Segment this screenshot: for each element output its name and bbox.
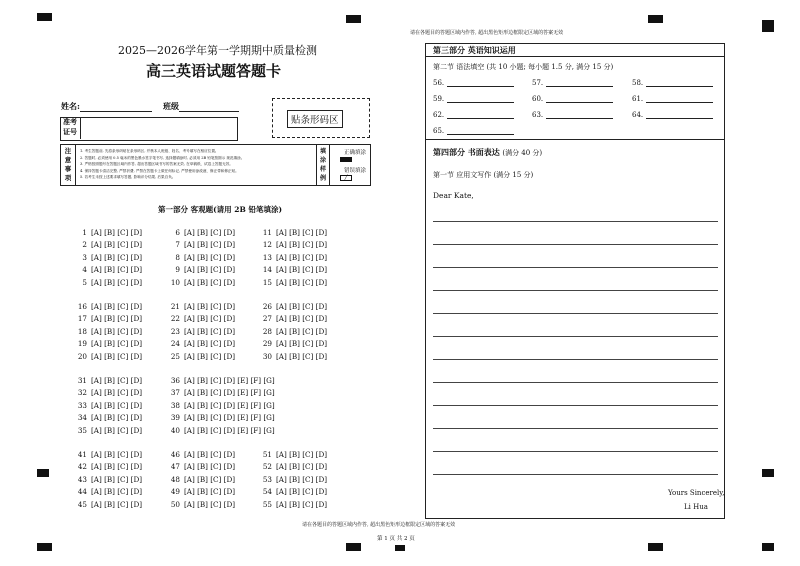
answer-options[interactable]: [A] [B] [C] [D]: [276, 474, 328, 484]
answer-options[interactable]: [A] [B] [C] [D]: [184, 487, 236, 497]
answer-options[interactable]: [A] [B] [C] [D]: [91, 474, 143, 484]
question-row-8[interactable]: [168, 253, 235, 262]
writing-line[interactable]: [433, 428, 718, 429]
question-number: 16: [77, 302, 87, 311]
question-row-45[interactable]: [75, 500, 142, 509]
question-row-44[interactable]: [75, 487, 142, 496]
question-number: 34: [77, 413, 87, 423]
blank-61[interactable]: 61.: [632, 95, 713, 103]
answer-options[interactable]: [A] [B] [C] [D]: [276, 302, 328, 311]
greeting: Dear Kate,: [433, 191, 474, 200]
answer-options[interactable]: [A] [B] [C] [D]: [91, 487, 143, 497]
question-number: 47: [170, 462, 180, 472]
answer-options[interactable]: [A] [B] [C] [D]: [91, 400, 143, 410]
question-number: 43: [77, 474, 87, 484]
answer-options[interactable]: [A] [B] [C] [D]: [276, 252, 328, 262]
question-row-43[interactable]: [75, 475, 142, 484]
barcode-label: 贴条形码区: [287, 110, 343, 128]
question-number: 14: [262, 265, 272, 275]
answer-options[interactable]: [A] [B] [C] [D]: [91, 252, 143, 262]
answer-options[interactable]: [A] [B] [C] [D]: [184, 474, 236, 484]
question-row-52[interactable]: [260, 462, 327, 471]
question-row-40[interactable]: [168, 426, 275, 435]
question-row-7[interactable]: [168, 240, 235, 249]
blank-64[interactable]: 64.: [632, 111, 713, 119]
question-number: 45: [77, 499, 87, 509]
writing-line[interactable]: [433, 313, 718, 314]
question-number: 50: [170, 499, 180, 509]
answer-options[interactable]: [A] [B] [C] [D]: [91, 388, 143, 398]
question-number: 54: [262, 487, 272, 497]
question-row-2[interactable]: [75, 240, 142, 249]
blank-60[interactable]: 60.: [532, 95, 613, 103]
blank-58[interactable]: 58.: [632, 79, 713, 87]
section1-heading: 第一部分 客观题(请用 2B 铅笔填涂): [158, 205, 282, 214]
registration-mark: [648, 15, 663, 23]
question-number: 52: [262, 462, 272, 472]
registration-mark: [762, 469, 774, 477]
answer-options[interactable]: [A] [B] [C] [D]: [184, 252, 236, 262]
question-row-18[interactable]: [75, 327, 142, 336]
signature: Li Hua: [684, 503, 708, 511]
question-number: 17: [77, 314, 87, 324]
answer-options[interactable]: [A] [B] [C] [D]: [276, 499, 328, 509]
answer-options[interactable]: [A] [B] [C] [D]: [184, 302, 236, 311]
correct-fill-label: 正确填涂: [344, 150, 367, 156]
question-row-27[interactable]: [260, 314, 327, 323]
question-number: 44: [77, 487, 87, 497]
registration-mark: [762, 20, 774, 32]
answer-options[interactable]: [A] [B] [C] [D]: [91, 314, 143, 324]
question-number: 49: [170, 487, 180, 497]
question-row-33[interactable]: [75, 401, 142, 410]
wrong-fill-sample: ╱: [340, 175, 352, 181]
answer-options[interactable]: [A] [B] [C] [D]: [184, 462, 236, 472]
question-row-24[interactable]: [168, 339, 235, 348]
answer-options[interactable]: [A] [B] [C] [D] [E] [F] [G]: [184, 400, 275, 410]
question-number: 11: [262, 228, 272, 237]
answer-options[interactable]: [A] [B] [C] [D] [E] [F] [G]: [184, 376, 275, 385]
question-row-35[interactable]: [75, 426, 142, 435]
answer-options[interactable]: [A] [B] [C] [D]: [276, 265, 328, 275]
question-row-50[interactable]: [168, 500, 235, 509]
registration-mark: [346, 543, 361, 551]
question-row-47[interactable]: [168, 462, 235, 471]
question-row-34[interactable]: [75, 413, 142, 422]
question-number: 19: [77, 339, 87, 349]
question-row-4[interactable]: [75, 265, 142, 274]
question-number: 39: [170, 413, 180, 423]
writing-line[interactable]: [433, 221, 718, 222]
question-row-5[interactable]: [75, 278, 142, 287]
answer-options[interactable]: [A] [B] [C] [D]: [184, 277, 236, 287]
registration-mark: [395, 545, 405, 551]
question-row-9[interactable]: [168, 265, 235, 274]
answer-options[interactable]: [A] [B] [C] [D]: [184, 314, 236, 324]
notice-text: 1. 考生答题前, 先将条形码贴在条形码区, 并核本人班级、姓名、考号填写在相应位置。 2. 答题时, 必须使用 0.5 毫米的黑色墨水签字笔书写, 选择题填涂时, 必须用 2B 铅笔按图示 规范填涂。 3. 严格按照题号在答题区域内作答, 超出答题区域书写的答案无效, 在草稿纸、试卷上答题无效。 4. 保持答题卡清洁完整, 严禁折叠, 严禁在答题卡上做任何标记, 严禁使用涂改液、修正带和修正贴。 5. 若考生未按上述要求填写答题, 影响评分结果, 后果自负。: [80, 149, 245, 180]
writing-line[interactable]: [433, 244, 718, 245]
registration-mark: [346, 15, 361, 23]
question-number: 20: [77, 351, 87, 361]
answer-options[interactable]: [A] [B] [C] [D]: [276, 462, 328, 472]
answer-options[interactable]: [A] [B] [C] [D]: [276, 314, 328, 324]
question-row-17[interactable]: [75, 314, 142, 323]
question-number: 12: [262, 240, 272, 250]
question-row-41[interactable]: [75, 450, 142, 459]
answer-options[interactable]: [A] [B] [C] [D]: [276, 339, 328, 349]
question-number: 48: [170, 474, 180, 484]
grammar-section-heading: 第二节 语法填空 (共 10 小题; 每小题 1.5 分, 满分 15 分): [433, 63, 614, 71]
question-number: 30: [262, 351, 272, 361]
question-row-54[interactable]: [260, 487, 327, 496]
question-row-10[interactable]: [168, 278, 235, 287]
question-number: 18: [77, 326, 87, 336]
answer-options[interactable]: [A] [B] [C] [D]: [91, 450, 143, 459]
question-number: 46: [170, 450, 180, 459]
question-row-53[interactable]: [260, 475, 327, 484]
answer-options[interactable]: [A] [B] [C] [D]: [91, 302, 143, 311]
writing-line[interactable]: [433, 336, 718, 337]
correct-fill-sample: [340, 157, 352, 162]
question-number: 37: [170, 388, 180, 398]
writing-section-heading: 第一节 应用文写作 (满分 15 分): [433, 171, 534, 179]
answer-options[interactable]: [A] [B] [C] [D]: [276, 326, 328, 336]
question-number: 55: [262, 499, 272, 509]
exam-title: 2025—2026学年第一学期期中质量检测: [118, 44, 317, 57]
question-row-13[interactable]: [260, 253, 327, 262]
answer-options[interactable]: [A] [B] [C] [D]: [276, 487, 328, 497]
answer-options[interactable]: [A] [B] [C] [D]: [91, 228, 143, 237]
question-number: 22: [170, 314, 180, 324]
registration-mark: [37, 13, 52, 21]
question-row-30[interactable]: [260, 352, 327, 361]
question-row-46[interactable]: [168, 450, 235, 459]
notice-label: 注 意 事 项: [61, 145, 76, 185]
wrong-fill-label: 错误填涂: [344, 168, 367, 174]
answer-options[interactable]: [A] [B] [C] [D]: [91, 376, 143, 385]
question-number: 33: [77, 400, 87, 410]
fill-example-label: 填 涂 样 例: [316, 145, 330, 185]
writing-line[interactable]: [433, 451, 718, 452]
answer-options[interactable]: [A] [B] [C] [D]: [91, 326, 143, 336]
answer-options[interactable]: [A] [B] [C] [D]: [184, 351, 236, 361]
writing-line[interactable]: [433, 474, 718, 475]
answer-options[interactable]: [A] [B] [C] [D]: [91, 462, 143, 472]
question-number: 24: [170, 339, 180, 349]
blank-56[interactable]: 56.: [433, 79, 514, 87]
question-row-19[interactable]: [75, 339, 142, 348]
answer-options[interactable]: [A] [B] [C] [D]: [184, 339, 236, 349]
question-number: 23: [170, 326, 180, 336]
question-number: 13: [262, 252, 272, 262]
notice-box: [60, 144, 371, 186]
answer-sheet-title: 高三英语试题答题卡: [146, 62, 282, 80]
question-row-22[interactable]: [168, 314, 235, 323]
question-row-21[interactable]: [168, 302, 235, 311]
closing: Yours Sincerely,: [668, 489, 725, 497]
question-number: 28: [262, 326, 272, 336]
question-number: 35: [77, 425, 87, 435]
blank-59[interactable]: 59.: [433, 95, 514, 103]
question-row-38[interactable]: [168, 401, 275, 410]
question-row-1[interactable]: [75, 228, 142, 237]
question-row-49[interactable]: [168, 487, 235, 496]
registration-mark: [762, 543, 774, 551]
question-row-36[interactable]: [168, 376, 275, 385]
answer-options[interactable]: [A] [B] [C] [D]: [91, 265, 143, 275]
answer-options[interactable]: [A] [B] [C] [D]: [276, 240, 328, 250]
answer-options[interactable]: [A] [B] [C] [D]: [91, 499, 143, 509]
barcode-area: [272, 98, 370, 138]
question-row-29[interactable]: [260, 339, 327, 348]
answer-options[interactable]: [A] [B] [C] [D]: [184, 450, 236, 459]
answer-options[interactable]: [A] [B] [C] [D]: [276, 277, 328, 287]
question-number: 42: [77, 462, 87, 472]
question-number: 38: [170, 400, 180, 410]
blank-62[interactable]: 62.: [433, 111, 514, 119]
bottom-notice: 请在各题目的答题区域内作答, 超出黑色矩形边框限定区域的答案无效: [302, 522, 456, 528]
question-row-26[interactable]: [260, 302, 327, 311]
question-number: 29: [262, 339, 272, 349]
top-notice: 请在各题目的答题区域内作答, 超出黑色矩形边框限定区域的答案无效: [410, 30, 564, 36]
question-row-37[interactable]: [168, 388, 275, 397]
answer-options[interactable]: [A] [B] [C] [D]: [276, 228, 328, 237]
blank-65[interactable]: 65.: [433, 127, 514, 135]
name-label: 姓名:: [61, 101, 152, 112]
question-row-6[interactable]: [168, 228, 235, 237]
question-row-31[interactable]: [75, 376, 142, 385]
question-number: 32: [77, 388, 87, 398]
answer-options[interactable]: [A] [B] [C] [D]: [184, 499, 236, 509]
question-row-55[interactable]: [260, 500, 327, 509]
answer-options[interactable]: [A] [B] [C] [D]: [91, 240, 143, 250]
answer-options[interactable]: [A] [B] [C] [D]: [91, 413, 143, 423]
question-row-32[interactable]: [75, 388, 142, 397]
part3-divider: [425, 139, 724, 140]
question-row-15[interactable]: [260, 278, 327, 287]
question-row-39[interactable]: [168, 413, 275, 422]
question-number: 27: [262, 314, 272, 324]
blank-63[interactable]: 63.: [532, 111, 613, 119]
page-footer: 第 1 页 共 2 页: [377, 536, 415, 542]
registration-mark: [37, 469, 49, 477]
question-number: 21: [170, 302, 180, 311]
answer-options[interactable]: [A] [B] [C] [D]: [91, 277, 143, 287]
answer-options[interactable]: [A] [B] [C] [D]: [91, 425, 143, 435]
question-number: 5: [82, 277, 87, 287]
registration-mark: [37, 543, 52, 551]
part3-underline: [425, 56, 724, 57]
question-row-42[interactable]: [75, 462, 142, 471]
part3-heading: 第三部分 英语知识运用: [433, 45, 516, 55]
blank-57[interactable]: 57.: [532, 79, 613, 87]
question-number: 40: [170, 425, 180, 435]
question-number: 2: [82, 240, 87, 250]
question-number: 7: [175, 240, 180, 250]
question-row-3[interactable]: [75, 253, 142, 262]
question-number: 10: [170, 277, 180, 287]
question-number: 26: [262, 302, 272, 311]
question-number: 8: [175, 252, 180, 262]
answer-options[interactable]: [A] [B] [C] [D]: [184, 240, 236, 250]
question-number: 4: [82, 265, 87, 275]
writing-line[interactable]: [433, 382, 718, 383]
question-row-28[interactable]: [260, 327, 327, 336]
question-row-16[interactable]: [75, 302, 142, 311]
question-number: 1: [82, 228, 87, 237]
answer-options[interactable]: [A] [B] [C] [D]: [276, 351, 328, 361]
question-number: 6: [175, 228, 180, 237]
answer-options[interactable]: [A] [B] [C] [D]: [184, 326, 236, 336]
answer-options[interactable]: [A] [B] [C] [D]: [91, 351, 143, 361]
question-row-11[interactable]: [260, 228, 327, 237]
question-row-51[interactable]: [260, 450, 327, 459]
question-number: 51: [262, 450, 272, 459]
writing-line[interactable]: [433, 290, 718, 291]
answer-options[interactable]: [A] [B] [C] [D]: [91, 339, 143, 349]
writing-line[interactable]: [433, 405, 718, 406]
answer-options[interactable]: [A] [B] [C] [D]: [276, 450, 328, 459]
writing-line[interactable]: [433, 267, 718, 268]
question-number: 25: [170, 351, 180, 361]
question-number: 3: [82, 252, 87, 262]
question-number: 53: [262, 474, 272, 484]
class-label: 班级: [163, 101, 239, 112]
question-row-14[interactable]: [260, 265, 327, 274]
answer-options[interactable]: [A] [B] [C] [D] [E] [F] [G]: [184, 413, 275, 423]
question-row-48[interactable]: [168, 475, 235, 484]
answer-options[interactable]: [A] [B] [C] [D]: [184, 265, 236, 275]
part4-heading: 第四部分 书面表达 (满分 40 分): [433, 147, 543, 157]
exam-number-label-cell: 准考 证号: [60, 117, 81, 139]
writing-line[interactable]: [433, 359, 718, 360]
question-number: 9: [175, 265, 180, 275]
exam-number-box[interactable]: [60, 117, 238, 141]
answer-options[interactable]: [A] [B] [C] [D]: [184, 228, 236, 237]
question-number: 36: [170, 376, 180, 385]
answer-options[interactable]: [A] [B] [C] [D] [E] [F] [G]: [184, 388, 275, 398]
question-number: 31: [77, 376, 87, 385]
question-row-20[interactable]: [75, 352, 142, 361]
question-row-12[interactable]: [260, 240, 327, 249]
question-number: 15: [262, 277, 272, 287]
question-row-25[interactable]: [168, 352, 235, 361]
question-row-23[interactable]: [168, 327, 235, 336]
question-number: 41: [77, 450, 87, 459]
registration-mark: [648, 543, 663, 551]
answer-options[interactable]: [A] [B] [C] [D] [E] [F] [G]: [184, 425, 275, 435]
